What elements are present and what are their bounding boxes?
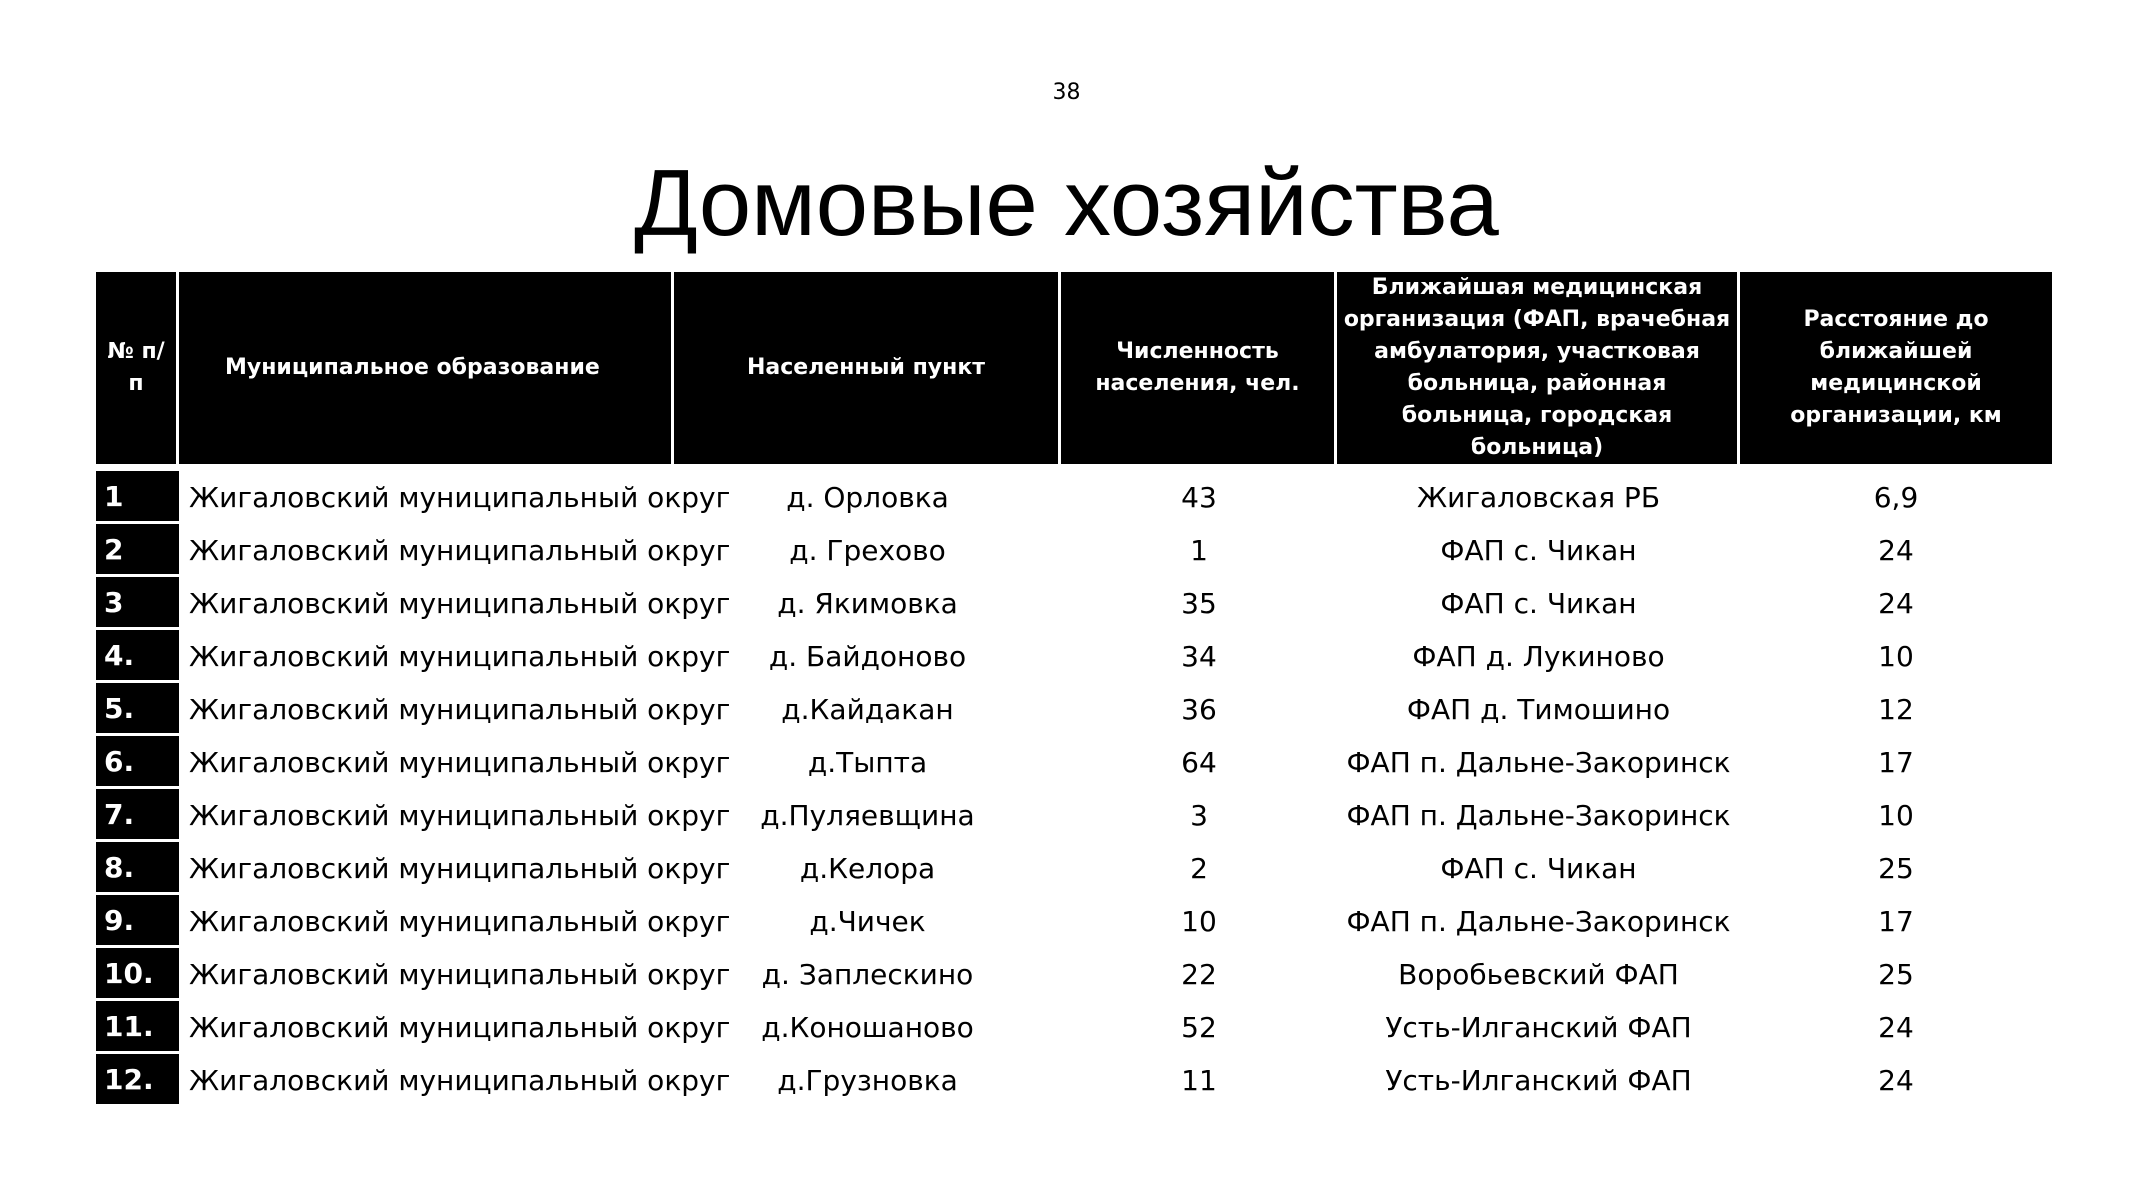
row-settlement: д.Келора (799, 852, 936, 885)
row-number: 6. (96, 736, 179, 789)
table-row (96, 789, 2052, 842)
header-number: № п/п (96, 272, 179, 464)
row-population: 35 (1181, 587, 1217, 620)
row-distance: 17 (1878, 905, 1914, 938)
row-population: 10 (1181, 905, 1217, 938)
row-number: 10. (96, 948, 179, 1001)
table-row (96, 577, 2052, 630)
row-municipality: Жигаловский муниципальный округ (189, 693, 731, 726)
row-municipality: Жигаловский муниципальный округ (189, 958, 731, 991)
row-population: 3 (1190, 799, 1208, 832)
row-medical-organization: ФАП п. Дальне-Закоринск (1346, 799, 1731, 832)
row-number: 5. (96, 683, 179, 736)
row-municipality: Жигаловский муниципальный округ (189, 481, 731, 514)
row-municipality: Жигаловский муниципальный округ (189, 905, 731, 938)
row-population: 2 (1190, 852, 1208, 885)
row-settlement: д.Грузновка (777, 1064, 958, 1097)
table-row (96, 1001, 2052, 1054)
row-medical-organization: Усть-Илганский ФАП (1385, 1064, 1692, 1097)
row-number: 2 (96, 524, 179, 577)
row-population: 36 (1181, 693, 1217, 726)
page-title: Домовые хозяйства (634, 150, 1499, 255)
table-row (96, 1054, 2052, 1107)
table-row (96, 736, 2052, 789)
row-population: 64 (1181, 746, 1217, 779)
row-population: 34 (1181, 640, 1217, 673)
row-number: 4. (96, 630, 179, 683)
table-row (96, 630, 2052, 683)
row-settlement: д.Пуляевщина (760, 799, 975, 832)
row-municipality: Жигаловский муниципальный округ (189, 1064, 731, 1097)
row-municipality: Жигаловский муниципальный округ (189, 587, 731, 620)
table-row (96, 842, 2052, 895)
row-settlement: д.Тыпта (807, 746, 928, 779)
row-number: 9. (96, 895, 179, 948)
row-population: 22 (1181, 958, 1217, 991)
row-distance: 24 (1878, 534, 1914, 567)
row-municipality: Жигаловский муниципальный округ (189, 640, 731, 673)
row-municipality: Жигаловский муниципальный округ (189, 1011, 731, 1044)
row-population: 52 (1181, 1011, 1217, 1044)
row-number: 3 (96, 577, 179, 630)
row-number: 11. (96, 1001, 179, 1054)
row-number: 1 (96, 471, 179, 524)
row-settlement: д.Коношаново (761, 1011, 974, 1044)
row-settlement: д. Орловка (786, 481, 949, 514)
row-population: 11 (1181, 1064, 1217, 1097)
table-row (96, 471, 2052, 524)
table-row (96, 895, 2052, 948)
row-settlement: д. Якимовка (777, 587, 958, 620)
row-settlement: д.Кайдакан (781, 693, 954, 726)
row-population: 1 (1190, 534, 1208, 567)
row-medical-organization: ФАП д. Лукиново (1412, 640, 1665, 673)
row-medical-organization: Воробьевский ФАП (1398, 958, 1679, 991)
table-row (96, 948, 2052, 1001)
row-distance: 24 (1878, 1011, 1914, 1044)
header-distance: Расстояние до ближайшей медицинской организации, км (1740, 272, 2052, 464)
row-settlement: д. Байдоново (768, 640, 967, 673)
table-row (96, 524, 2052, 577)
row-medical-organization: ФАП с. Чикан (1440, 534, 1637, 567)
row-distance: 25 (1878, 958, 1914, 991)
header-population: Численность населения, чел. (1061, 272, 1337, 464)
households-table (96, 272, 2052, 1107)
row-number: 8. (96, 842, 179, 895)
row-settlement: д. Грехово (789, 534, 946, 567)
row-distance: 10 (1878, 799, 1914, 832)
page-number: 38 (1052, 80, 1081, 105)
row-distance: 24 (1878, 1064, 1914, 1097)
header-municipality: Муниципальное образование (179, 272, 674, 464)
row-distance: 12 (1878, 693, 1914, 726)
row-municipality: Жигаловский муниципальный округ (189, 799, 731, 832)
row-number: 12. (96, 1054, 179, 1107)
table-header-row (96, 272, 2052, 464)
row-distance: 6,9 (1873, 481, 1919, 514)
row-distance: 10 (1878, 640, 1914, 673)
row-settlement: д.Чичек (809, 905, 926, 938)
row-number: 7. (96, 789, 179, 842)
row-medical-organization: ФАП п. Дальне-Закоринск (1346, 905, 1731, 938)
row-medical-organization: ФАП с. Чикан (1440, 852, 1637, 885)
row-medical-organization: Жигаловская РБ (1416, 481, 1661, 514)
row-medical-organization: ФАП с. Чикан (1440, 587, 1637, 620)
row-municipality: Жигаловский муниципальный округ (189, 852, 731, 885)
row-distance: 17 (1878, 746, 1914, 779)
row-distance: 25 (1878, 852, 1914, 885)
row-distance: 24 (1878, 587, 1914, 620)
row-population: 43 (1181, 481, 1217, 514)
row-medical-organization: Усть-Илганский ФАП (1385, 1011, 1692, 1044)
table-row (96, 683, 2052, 736)
row-municipality: Жигаловский муниципальный округ (189, 534, 731, 567)
header-medical-organization: Ближайшая медицинская организация (ФАП, врачебная амбулатория, участковая больница, районная больница, городская больница) (1337, 272, 1740, 464)
row-settlement: д. Заплескино (761, 958, 974, 991)
row-medical-organization: ФАП п. Дальне-Закоринск (1346, 746, 1731, 779)
header-settlement: Населенный пункт (674, 272, 1061, 464)
row-municipality: Жигаловский муниципальный округ (189, 746, 731, 779)
row-medical-organization: ФАП д. Тимошино (1406, 693, 1671, 726)
